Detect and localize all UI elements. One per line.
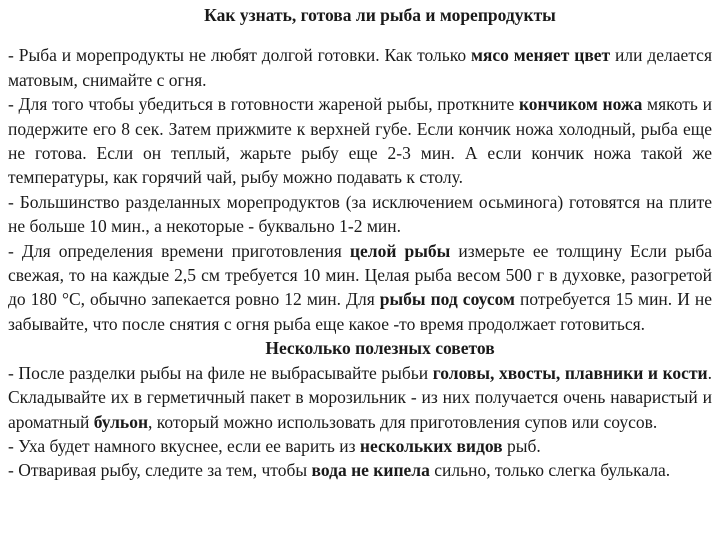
tip-1: - После разделки рыбы на филе не выбрасывайте рыбьи головы, хвосты, плавники и кости. Складывайте их в герметичный пакет в морозильник - из них получается очень наваристый и ароматный бульон, который можно использовать для приготовления супов или соусов. bbox=[8, 362, 712, 432]
tip-3: - Отваривая рыбу, следите за тем, чтобы вода не кипела сильно, только слегка булькала. bbox=[8, 460, 671, 481]
bold-phrase: мясо меняет цвет bbox=[470, 45, 611, 66]
bold-phrase: рыбы под соусом bbox=[379, 289, 515, 310]
section-subtitle: Несколько полезных советов bbox=[265, 338, 495, 359]
bold-phrase: нескольких видов bbox=[359, 435, 503, 456]
page-title: Как узнать, готова ли рыба и морепродукты bbox=[204, 5, 556, 25]
tips bbox=[8, 361, 712, 483]
paragraph-2: - Для того чтобы убедиться в готовности жареной рыбы, проткните кончиком ножа мякоть и подержите его 8 сек. Затем прижмите к верхней губе. Если кончик ножа холодный, рыба еще не готова. Если он теплый, жарьте рыбу еще 2-3 мин. А если кончик ножа такой же температуры, как горячий чай, рыбу можно подавать к столу. bbox=[8, 94, 712, 188]
paragraph-4: - Для определения времени приготовления целой рыбы измерьте ее толщину Если рыба свежая, то на каждые 2,5 см требуется 10 мин. Целая рыба весом 500 г в духовке, разогретой до 180 °С, обычно запекается ровно 12 мин. Для рыбы под соусом потребуется 15 мин. И не забывайте, что после снятия с огня рыба еще какое -то время продолжает готовиться. bbox=[8, 240, 713, 334]
paragraph-3: - Большинство разделанных морепродуктов (за исключением осьминога) готовятся на плите не больше 10 мин., а некоторые - буквально 1-2 мин. bbox=[8, 191, 712, 237]
spacer bbox=[8, 27, 712, 43]
paragraphs bbox=[8, 43, 712, 336]
bold-phrase: вода не кипела bbox=[311, 460, 430, 481]
bold-phrase: кончиком ножа bbox=[518, 94, 643, 115]
bold-phrase: головы, хвосты, плавники и кости bbox=[432, 362, 708, 383]
tip-2: - Уха будет намного вкуснее, если ее варить из нескольких видов рыб. bbox=[8, 435, 541, 456]
bold-phrase: бульон bbox=[93, 411, 149, 432]
paragraph-1: - Рыба и морепродукты не любят долгой готовки. Как только мясо меняет цвет или делается матовым, снимайте с огня. bbox=[8, 45, 712, 90]
bold-phrase: целой рыбы bbox=[349, 240, 451, 261]
